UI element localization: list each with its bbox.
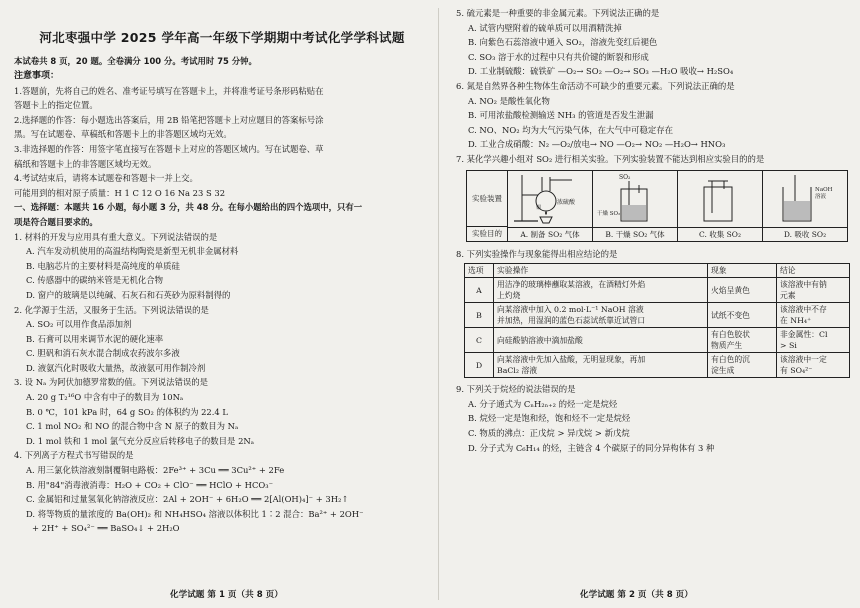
caption-a: A. 制备 SO₂ 气体	[520, 230, 580, 240]
figure-row-labels	[467, 171, 508, 241]
label-copper: 铜	[536, 204, 542, 211]
cell-operation-line: 上灼烧	[497, 291, 521, 301]
question-line: B. 用"84"消毒液消毒：H₂O + CO₂ + ClO⁻ ══ HClO + HCO₃⁻	[26, 479, 274, 490]
question-line: C. NO、NO₂ 均为大气污染气体，在大气中可稳定存在	[468, 124, 673, 135]
apparatus-c	[678, 171, 763, 241]
cell-operation	[494, 353, 708, 378]
cell-conclusion-line: 在 NH₄⁺	[780, 316, 812, 326]
flask-burner-diagram	[508, 171, 592, 225]
cell-phenomenon-line: 试纸不变色	[711, 310, 750, 320]
question-line: C. 1 mol NO₂ 和 NO 的混合物中含 N 原子的数目为 Nₐ	[26, 421, 239, 432]
figure-row-apparatus: 实验装置	[467, 171, 507, 227]
label-naoh: NaOH	[815, 186, 833, 193]
figure-row-purpose: 实验目的	[472, 229, 502, 239]
question-line: 7. 某化学兴趣小组对 SO₂ 进行相关实验。下列实验装置不能达到相应实验目的的是	[456, 153, 765, 164]
questions-1-4	[14, 230, 430, 536]
question-line: C. 胆矾和消石灰水混合制成农药波尔多液	[26, 348, 180, 359]
cell-operation	[494, 303, 708, 328]
question-line: A. 20 g T₂¹⁶O 中含有中子的数目为 10Nₐ	[26, 392, 184, 403]
apparatus-d	[763, 171, 847, 241]
question-line: 4. 下列离子方程式书写错误的是	[14, 450, 134, 461]
question-line: B. 向紫色石蕊溶液中通入 SO₂，溶液先变红后褪色	[468, 37, 658, 48]
cell-phenomenon-line: 淀生成	[711, 366, 735, 376]
caption-d: D. 吸收 SO₂	[783, 230, 827, 240]
table-row	[465, 303, 850, 328]
header-conclusion: 结论	[777, 264, 850, 278]
label-conc-acid: 浓硫酸	[557, 198, 576, 206]
cell-operation	[494, 328, 708, 353]
question-line: 1. 材料的开发与应用具有重大意义。下列说法错误的是	[14, 231, 218, 242]
cell-conclusion	[777, 353, 850, 378]
cell-operation-line: BaCl₂ 溶液	[497, 366, 538, 376]
cell-operation-line: 向某溶液中先加入盐酸，无明显现象，再加	[497, 355, 646, 365]
cell-conclusion	[777, 328, 850, 353]
notes-heading: 注意事项：	[14, 70, 60, 81]
header-phenomenon: 现象	[708, 264, 777, 278]
note-line: 1.答题前，先将自己的姓名、准考证号填写在答题卡上，并将准考证号条形码粘贴在	[14, 85, 324, 96]
section1-heading-cont: 项是符合题目要求的。	[14, 216, 98, 227]
absorption-beaker-diagram	[763, 171, 847, 225]
question-line: A. 分子通式为 CₙH₂ₙ₊₂ 的烃一定是烷烃	[468, 398, 618, 409]
footer-page-2: 化学试题 第 2 页（共 8 页）	[580, 590, 693, 600]
cell-conclusion	[777, 278, 850, 303]
question-9	[456, 382, 852, 455]
question-line: A. 汽车发动机使用的高温结构陶瓷是新型无机非金属材料	[26, 246, 239, 257]
question-line: B. 0 ℃，101 kPa 时，64 g SO₂ 的体积约为 22.4 L	[26, 406, 228, 417]
table-body	[465, 278, 850, 378]
question-line: C. SO₃ 溶于水的过程中只有共价键的断裂和形成	[468, 51, 649, 62]
caption-b: B. 干燥 SO₂ 气体	[605, 230, 665, 240]
note-line: 答题卡上的指定位置。	[14, 100, 98, 111]
question-line: A. SO₂ 可以用作食品添加剂	[26, 319, 132, 330]
cell-phenomenon	[708, 328, 777, 353]
question-line: D. 工业制硫酸：硫铁矿 —O₂→ SO₂ —O₂→ SO₃ —H₂O 吸收→ H₂SO₄	[468, 66, 734, 77]
label-so2: SO₂	[619, 173, 631, 181]
notes-list	[14, 84, 430, 201]
cell-phenomenon-line: 物质产生	[711, 341, 743, 351]
question-line: D. 分子式为 C₆H₁₄ 的烃，主链含 4 个碳原子的同分异构体有 3 种	[468, 442, 715, 453]
question-line: 3. 设 Nₐ 为阿伏加德罗常数的值。下列说法错误的是	[14, 377, 209, 388]
question-line: A. 试管内壁附着的硫单质可以用酒精洗掉	[468, 22, 622, 33]
table-row	[465, 278, 850, 303]
cell-operation	[494, 278, 708, 303]
experiment-table	[464, 263, 850, 378]
table-row	[465, 353, 850, 378]
cell-conclusion-line: 该溶液中不存	[780, 305, 827, 315]
label-dry: 干燥 SO₂	[597, 210, 621, 217]
cell-operation-line: 向某溶液中加入 0.2 mol·L⁻¹ NaOH 溶液	[497, 305, 644, 315]
cell-phenomenon	[708, 353, 777, 378]
table-row	[465, 328, 850, 353]
question-line: C. 金属铝和过量氢氧化钠溶液反应：2Al + 2OH⁻ + 6H₂O ══ 2[Al(OH)₄]⁻ + 3H₂↑	[26, 494, 349, 505]
cell-operation-line: 向硅酸钠溶液中滴加盐酸	[497, 335, 583, 345]
cell-operation-line: 用洁净的玻璃棒蘸取某溶液，在酒精灯外焰	[497, 280, 646, 290]
question-line: 2. 化学源于生活，又服务于生活。下列说法错误的是	[14, 304, 209, 315]
question-line: D. 工业合成硝酸：N₂ —O₂/放电→ NO —O₂→ NO₂ —H₂O→ HNO₃	[468, 139, 726, 150]
cell-phenomenon-line: 火焰呈黄色	[711, 285, 750, 295]
header-operation: 实验操作	[494, 264, 708, 278]
apparatus-b	[593, 171, 678, 241]
question-line: D. 液氨汽化时吸收大量热，故液氨可用作制冷剂	[26, 362, 206, 373]
question-line: D. 1 mol 铁和 1 mol 氯气充分反应后转移电子的数目是 2Nₐ	[26, 435, 254, 446]
questions-5-7	[456, 6, 852, 167]
exam-intro: 本试卷共 8 页，20 题。全卷满分 100 分。考试用时 75 分钟。	[14, 56, 257, 66]
question-line: D. 将等物质的量浓度的 Ba(OH)₂ 和 NH₄HSO₄ 溶液以体积比 1∶2 混合：Ba²⁺ + 2OH⁻	[26, 508, 364, 519]
cell-operation-line: 并加热，用湿润的蓝色石蕊试纸靠近试管口	[497, 316, 646, 326]
cell-conclusion-line: 有 SO₄²⁻	[780, 366, 813, 376]
drying-bottle-diagram	[593, 171, 677, 225]
apparatus-figure	[466, 170, 848, 242]
exam-title: 河北枣强中学 2025 学年高一年级下学期期中考试化学学科试题	[39, 30, 405, 45]
cell-phenomenon-line: 有白色的沉	[711, 355, 750, 365]
cell-conclusion-line: 该溶液中有钠	[780, 280, 827, 290]
cell-option: C	[465, 328, 494, 353]
cell-conclusion	[777, 303, 850, 328]
note-line: 黑。写在试题卷、草稿纸和答题卡上的非答题区域均无效。	[14, 129, 232, 140]
question-line: + 2H⁺ + SO₄²⁻ ══ BaSO₄↓ + 2H₂O	[32, 523, 180, 534]
note-line: 2.选择题的作答：每小题选出答案后，用 2B 铅笔把答题卡上对应题目的答案标号涂	[14, 114, 324, 125]
apparatus-a	[508, 171, 593, 241]
question-line: B. 电脑芯片的主要材料是高纯度的单质硅	[26, 260, 180, 271]
section1-heading: 一、选择题：本题共 16 小题，每小题 3 分，共 48 分。在每小题给出的四个选项中，只有一	[14, 202, 363, 213]
question-line: 6. 氮是自然界各种生物体生命活动不可缺少的重要元素。下列说法正确的是	[456, 80, 735, 91]
question-line: 9. 下列关于烷烃的说法错误的是	[456, 384, 576, 395]
question-8-stem: 8. 下列实验操作与现象能得出相应结论的是	[456, 248, 618, 259]
question-line: A. 用三氯化铁溶液刻制覆铜电路板：2Fe³⁺ + 3Cu ══ 3Cu²⁺ + 2Fe	[26, 465, 285, 476]
question-line: C. 物质的沸点：正戊烷 > 异戊烷 > 新戊烷	[468, 427, 630, 438]
header-option: 选项	[465, 264, 494, 278]
cell-phenomenon-line: 有白色胶状	[711, 330, 750, 340]
label-solution: 溶液	[815, 193, 827, 200]
cell-option: D	[465, 353, 494, 378]
cell-conclusion-line: 该溶液中一定	[780, 355, 827, 365]
question-line: D. 窗户的玻璃是以纯碱、石灰石和石英砂为原料制得的	[26, 289, 231, 300]
question-line: B. 可用浓盐酸检测输送 NH₃ 的管道是否发生泄漏	[468, 110, 654, 121]
cell-option: A	[465, 278, 494, 303]
question-line: A. NO₂ 是酸性氧化物	[468, 95, 550, 106]
note-line: 可能用到的相对原子质量：H 1 C 12 O 16 Na 23 S 32	[14, 187, 226, 198]
caption-c: C. 收集 SO₂	[699, 230, 741, 240]
question-line: B. 石膏可以用来调节水泥的硬化速率	[26, 333, 164, 344]
note-line: 4.考试结束后，请将本试题卷和答题卡一并上交。	[14, 173, 198, 184]
question-line: C. 传感器中的碳纳米管是无机化合物	[26, 275, 164, 286]
table-header-row	[465, 264, 850, 278]
cell-option: B	[465, 303, 494, 328]
footer-page-1: 化学试题 第 1 页（共 8 页）	[170, 590, 283, 600]
cell-conclusion-line: 非金属性：Cl	[780, 330, 828, 340]
page-2	[440, 0, 860, 608]
cell-phenomenon	[708, 278, 777, 303]
cell-phenomenon	[708, 303, 777, 328]
question-line: B. 烷烃一定是饱和烃，饱和烃不一定是烷烃	[468, 413, 631, 424]
note-line: 3.非选择题的作答：用签字笔直接写在答题卡上对应的答题区域内。写在试题卷、草	[14, 143, 324, 154]
question-line: 5. 硫元素是一种重要的非金属元素。下列说法正确的是	[456, 8, 660, 18]
cell-conclusion-line: 元素	[780, 291, 796, 301]
cell-conclusion-line: > Si	[780, 341, 797, 351]
note-line: 稿纸和答题卡上的非答题区域均无效。	[14, 158, 157, 169]
collecting-bottle-diagram	[678, 171, 762, 225]
